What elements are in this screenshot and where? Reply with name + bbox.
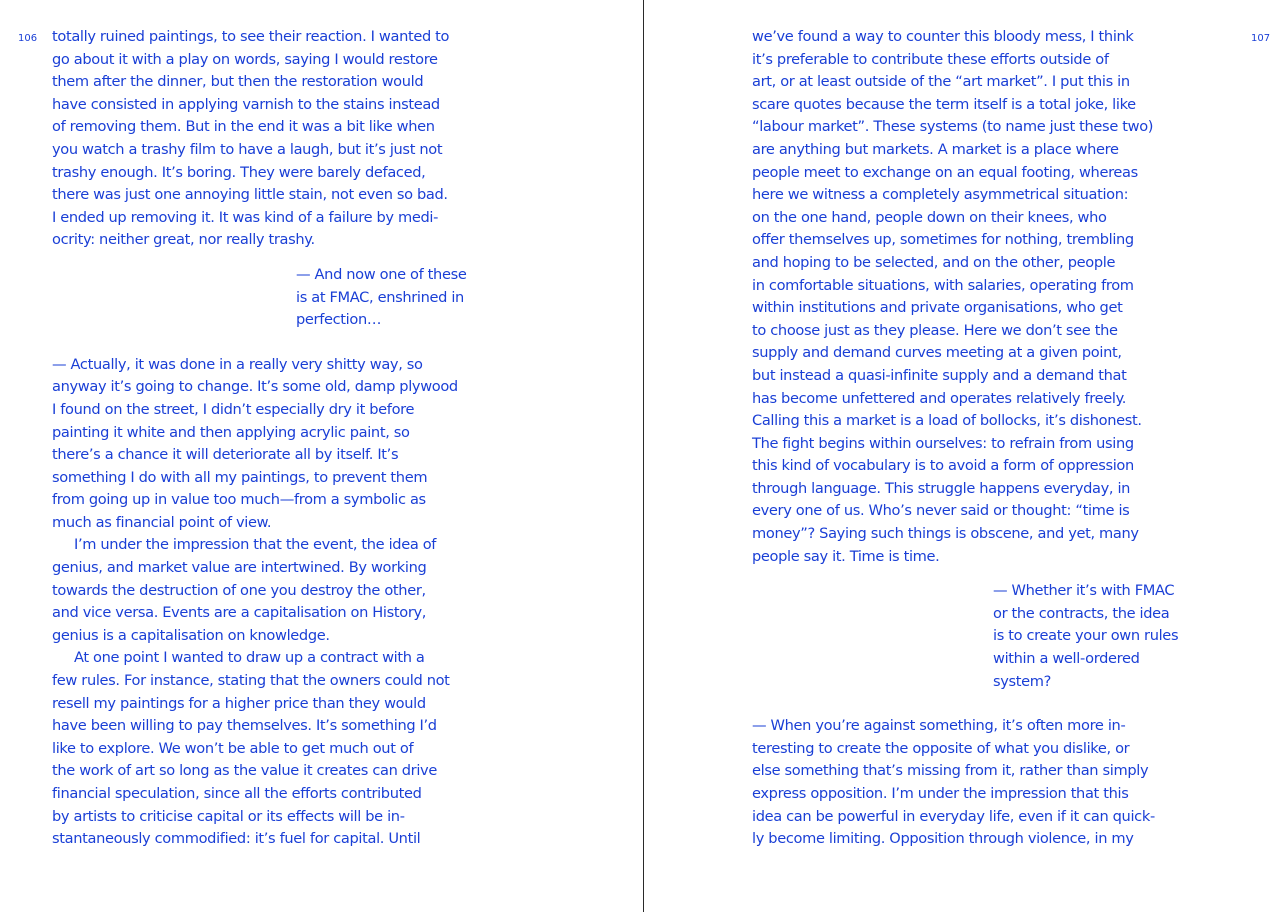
left-para-2 — [52, 354, 552, 535]
text-line: ly become limiting. Opposition through violence, in my — [752, 830, 1134, 848]
question-line: or the contracts, the idea — [993, 604, 1170, 622]
question-line: is at FMAC, enshrined in — [296, 288, 464, 306]
right-para-1 — [752, 26, 1252, 568]
text-line: have been willing to pay themselves. It’s something I’d — [52, 717, 437, 735]
left-para-4 — [52, 647, 552, 850]
text-line: has become unfettered and operates relatively freely. — [752, 389, 1127, 407]
text-line: them after the dinner, but then the restoration would — [52, 73, 424, 91]
text-line: here we witness a completely asymmetrical situation: — [752, 186, 1129, 204]
question-line: — Whether it’s with FMAC — [993, 582, 1175, 600]
interviewer-question — [296, 264, 552, 332]
text-line: idea can be powerful in everyday life, even if it can quick- — [752, 807, 1155, 825]
page-number-right: 107 — [1251, 33, 1271, 44]
text-line: much as financial point of view. — [52, 513, 272, 531]
text-line: on the one hand, people down on their knees, who — [752, 208, 1107, 226]
text-line: “labour market”. These systems (to name just these two) — [752, 118, 1154, 136]
text-line: towards the destruction of one you destroy the other, — [52, 581, 426, 599]
text-line: genius is a capitalisation on knowledge. — [52, 626, 330, 644]
question-line: system? — [993, 672, 1052, 690]
text-line: it’s preferable to contribute these efforts outside of — [752, 50, 1109, 68]
text-line: offer themselves up, sometimes for nothing, trembling — [752, 231, 1134, 249]
text-line: The fight begins within ourselves: to refrain from using — [752, 434, 1134, 452]
text-line: supply and demand curves meeting at a given point, — [752, 344, 1122, 362]
text-line: every one of us. Who’s never said or thought: “time is — [752, 502, 1130, 520]
text-line: and vice versa. Events are a capitalisation on History, — [52, 604, 427, 622]
text-line: — When you’re against something, it’s often more in- — [752, 717, 1126, 735]
text-line: genius, and market value are intertwined. By working — [52, 559, 427, 577]
text-line: Calling this a market is a load of bollocks, it’s dishonest. — [752, 412, 1142, 430]
page-number-left: 106 — [18, 33, 38, 44]
text-line: else something that’s missing from it, rather than simply — [752, 762, 1149, 780]
interviewer-question — [993, 580, 1252, 693]
text-line: I found on the street, I didn’t especially dry it before — [52, 400, 415, 418]
question-line: within a well-ordered — [993, 650, 1140, 668]
text-line: financial speculation, since all the efforts contributed — [52, 785, 422, 802]
text-line: ocrity: neither great, nor really trashy. — [52, 231, 315, 249]
text-line: trashy enough. It’s boring. They were barely defaced, — [52, 163, 426, 181]
text-line: I’m under the impression that the event, the idea of — [74, 536, 437, 554]
text-line: from going up in value too much—from a symbolic as — [52, 491, 426, 509]
text-line: something I do with all my paintings, to prevent them — [52, 468, 428, 486]
text-line: you watch a trashy film to have a laugh, but it’s just not — [52, 140, 443, 158]
text-line: teresting to create the opposite of what you dislike, or — [752, 739, 1130, 757]
text-line: like to explore. We won’t be able to get much out of — [52, 739, 414, 757]
text-line: this kind of vocabulary is to avoid a form of oppression — [752, 457, 1134, 475]
text-line: within institutions and private organisations, who get — [752, 299, 1123, 317]
question-line: is to create your own rules — [993, 627, 1179, 645]
text-line: people say it. Time is time. — [752, 547, 940, 565]
text-line: scare quotes because the term itself is a total joke, like — [752, 95, 1136, 113]
text-line: At one point I wanted to draw up a contract with a — [74, 649, 425, 667]
question-line: perfection… — [296, 311, 382, 329]
text-line: but instead a quasi-infinite supply and a demand that — [752, 366, 1127, 384]
text-line: few rules. For instance, stating that the owners could not — [52, 672, 450, 690]
text-line: there’s a chance it will deteriorate all by itself. It’s — [52, 446, 399, 464]
text-line: have consisted in applying varnish to the stains instead — [52, 95, 440, 113]
left-para-3 — [52, 534, 552, 647]
text-line: the work of art so long as the value it creates can drive — [52, 762, 437, 780]
text-line: art, or at least outside of the “art market”. I put this in — [752, 73, 1130, 91]
text-line: we’ve found a way to counter this bloody mess, I think — [752, 28, 1134, 45]
text-line: stantaneously commodified: it’s fuel for capital. Until — [52, 830, 421, 848]
text-line: express opposition. I’m under the impression that this — [752, 785, 1129, 802]
text-line: resell my paintings for a higher price than they would — [52, 694, 426, 712]
page-gutter — [643, 0, 644, 912]
text-line: to choose just as they please. Here we don’t see the — [752, 321, 1118, 339]
left-page-text — [52, 26, 552, 851]
right-para-2 — [752, 715, 1252, 851]
text-line: are anything but markets. A market is a place where — [752, 140, 1119, 158]
right-page-text — [752, 26, 1252, 851]
text-line: — Actually, it was done in a really very shitty way, so — [52, 355, 423, 373]
text-line: I ended up removing it. It was kind of a failure by medi- — [52, 208, 439, 226]
left-para-1 — [52, 26, 552, 252]
text-line: anyway it’s going to change. It’s some old, damp plywood — [52, 378, 458, 396]
text-line: money”? Saying such things is obscene, and yet, many — [752, 525, 1139, 543]
text-line: in comfortable situations, with salaries, operating from — [752, 276, 1134, 294]
text-line: and hoping to be selected, and on the other, people — [752, 253, 1116, 271]
text-line: through language. This struggle happens everyday, in — [752, 479, 1131, 497]
question-line: — And now one of these — [296, 265, 467, 283]
text-line: people meet to exchange on an equal footing, whereas — [752, 163, 1138, 181]
text-line: go about it with a play on words, saying I would restore — [52, 50, 438, 68]
text-line: painting it white and then applying acrylic paint, so — [52, 423, 410, 441]
text-line: by artists to criticise capital or its effects will be in- — [52, 807, 405, 825]
text-line: totally ruined paintings, to see their reaction. I wanted to — [52, 28, 450, 45]
text-line: there was just one annoying little stain, not even so bad. — [52, 186, 448, 204]
text-line: of removing them. But in the end it was a bit like when — [52, 118, 435, 136]
